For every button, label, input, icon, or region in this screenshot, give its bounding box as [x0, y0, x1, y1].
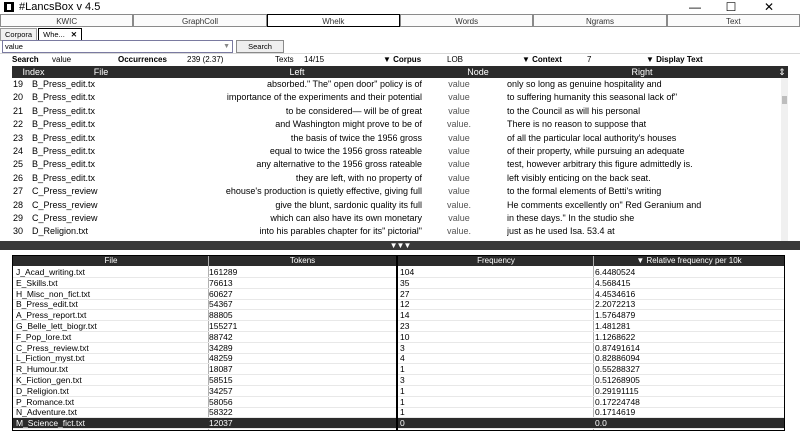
cell-relative-frequency: 1.1268622	[595, 331, 636, 342]
search-input-value: value	[5, 42, 23, 51]
row-file: B_Press_edit.tx	[32, 159, 96, 170]
cell-tokens: 48259	[209, 353, 233, 364]
concordance-row[interactable]	[12, 133, 788, 144]
cell-file: M_Science_fict.txt	[16, 418, 85, 429]
row-node: value	[448, 159, 470, 170]
row-index: 28	[13, 199, 24, 210]
row-index: 25	[13, 159, 24, 170]
table-row[interactable]	[13, 418, 396, 429]
table-row[interactable]	[13, 332, 396, 343]
row-file: B_Press_edit.tx	[32, 172, 96, 183]
info-bar	[0, 55, 800, 65]
row-node: value.	[446, 199, 472, 210]
cell-tokens: 161289	[209, 267, 238, 277]
table-row[interactable]	[398, 289, 784, 300]
tool-tabs	[0, 14, 800, 28]
scroll-thumb[interactable]	[782, 96, 787, 104]
col-index[interactable]: Index	[22, 67, 45, 77]
tab-graphcoll[interactable]: GraphColl	[133, 14, 266, 27]
occurrences-value: 239 (2.37)	[187, 55, 224, 64]
title-bar	[0, 0, 800, 14]
row-right-context: test, however arbitrary this figure admittedly is.	[507, 159, 693, 170]
concordance-row[interactable]	[12, 146, 788, 157]
row-left-context: give the blunt, sardonic quality its full	[275, 199, 422, 210]
context-dropdown[interactable]: ▼ Context	[522, 55, 562, 64]
table-scrollbar[interactable]	[786, 255, 796, 429]
row-right-context: to suffering humanity this seasonal lack of"	[507, 92, 678, 103]
cell-relative-frequency: 0.0	[595, 418, 607, 429]
concordance-table	[12, 66, 788, 241]
table-row[interactable]	[398, 321, 784, 332]
cell-frequency: 12	[400, 299, 410, 310]
row-left-context: equal to twice the 1956 gross rateable	[269, 146, 422, 156]
search-input[interactable]	[2, 40, 233, 53]
cell-file: J_Acad_writing.txt	[16, 267, 85, 277]
maximize-button[interactable]: ☐	[725, 0, 737, 14]
row-node: value	[448, 79, 470, 89]
table-row[interactable]	[398, 407, 784, 418]
cell-frequency: 27	[400, 288, 410, 299]
row-file: B_Press_edit.tx	[32, 119, 96, 130]
row-node: value	[448, 146, 470, 156]
cell-frequency: 1	[400, 396, 405, 407]
row-file: B_Press_edit.tx	[32, 92, 96, 103]
tab-whelk-result-label: Whe...	[43, 30, 65, 39]
row-file: C_Press_review	[32, 186, 98, 197]
table-row[interactable]	[13, 353, 396, 364]
row-index: 22	[13, 119, 24, 130]
row-right-context: to the formal elements of Betti's writing	[507, 186, 662, 197]
row-node: value	[448, 213, 470, 223]
row-right-context: He comments excellently on" Red Geranium and	[507, 199, 702, 210]
cell-tokens: 58322	[209, 407, 233, 418]
corpus-dropdown[interactable]: ▼ Corpus	[383, 55, 422, 64]
context-value: 7	[587, 55, 592, 64]
cell-relative-frequency: 0.55288327	[595, 364, 640, 375]
col-frequency[interactable]: Frequency	[477, 256, 515, 265]
chevron-down-icon[interactable]: ▼	[223, 43, 230, 50]
cell-file: E_Skills.txt	[16, 277, 58, 288]
row-file: D_Religion.txt	[32, 226, 89, 237]
cell-relative-frequency: 0.87491614	[595, 342, 640, 353]
cell-file: A_Press_report.txt	[16, 310, 87, 321]
table-row[interactable]	[398, 299, 784, 310]
cell-frequency: 14	[400, 310, 410, 321]
cell-relative-frequency: 1.481281	[595, 321, 631, 331]
table-row[interactable]	[13, 407, 396, 418]
cell-relative-frequency: 0.1714619	[595, 407, 636, 418]
table-row[interactable]	[13, 278, 396, 289]
occurrences-label: Occurrences	[118, 55, 167, 64]
row-file: B_Press_edit.tx	[32, 146, 96, 156]
tab-whelk[interactable]: Whelk	[267, 14, 400, 27]
cell-tokens: 18087	[209, 364, 233, 375]
search-button[interactable]: Search	[236, 40, 284, 53]
concordance-row[interactable]	[12, 106, 788, 117]
cell-tokens: 34289	[209, 342, 233, 353]
row-node: value	[448, 92, 470, 103]
table-row[interactable]	[398, 343, 784, 354]
row-left-context: into his parables chapter for its" pictorial"	[259, 226, 422, 237]
cell-tokens: 58515	[209, 375, 233, 385]
row-left-context: they are left, with no property of	[295, 172, 422, 183]
cell-frequency: 1	[400, 407, 405, 418]
row-file: B_Press_edit.tx	[32, 132, 96, 143]
row-node: value	[448, 172, 470, 183]
frequency-header	[398, 256, 784, 266]
table-row[interactable]	[13, 386, 396, 397]
row-left-context: any alternative to the 1956 gross rateable	[256, 159, 422, 170]
vertical-scrollbar[interactable]	[781, 78, 788, 241]
cell-frequency: 35	[400, 277, 410, 288]
minimize-button[interactable]: —	[689, 0, 701, 14]
row-left-context: the basis of twice the 1956 gross	[290, 132, 422, 143]
row-right-context: left visibly enticing on the back seat.	[507, 172, 651, 183]
close-tab-icon[interactable]: ✕	[70, 30, 78, 39]
cell-file: L_Fiction_myst.txt	[16, 353, 85, 364]
cell-frequency: 1	[400, 364, 405, 375]
col-left[interactable]: Left	[289, 67, 305, 77]
cell-file: G_Belle_lett_biogr.txt	[16, 321, 97, 331]
cell-file: D_Religion.txt	[16, 385, 69, 396]
row-left-context: to be considered— will be of great	[285, 105, 422, 116]
tab-words[interactable]: Words	[400, 14, 533, 27]
corpus-label: Corpus	[393, 55, 422, 64]
row-index: 29	[13, 213, 24, 223]
row-right-context: There is no reason to suppose that	[507, 119, 647, 130]
search-value: value	[52, 55, 72, 64]
table-row[interactable]	[398, 364, 784, 375]
col-relative-frequency[interactable]: ▼ Relative frequency per 10k	[636, 256, 742, 265]
cell-tokens: 60627	[209, 288, 233, 299]
cell-file: H_Misc_non_fict.txt	[16, 288, 91, 299]
row-node: value.	[446, 119, 472, 130]
row-index: 27	[13, 186, 24, 197]
table-row[interactable]	[398, 386, 784, 397]
cell-tokens: 34257	[209, 385, 233, 396]
concordance-row[interactable]	[12, 200, 788, 211]
file-tokens-header	[13, 256, 396, 266]
table-row[interactable]	[398, 310, 784, 321]
row-left-context: and Washington might prove to be of	[275, 119, 422, 130]
table-row[interactable]	[13, 310, 396, 321]
concordance-header	[12, 66, 788, 78]
concordance-row[interactable]	[12, 92, 788, 103]
cell-file: P_Romance.txt	[16, 396, 75, 407]
cell-relative-frequency: 1.5764879	[595, 310, 636, 321]
panel-splitter[interactable]: ▼▼▼	[0, 241, 800, 250]
context-label: Context	[532, 55, 562, 64]
row-index: 21	[13, 105, 24, 116]
texts-label: Texts	[275, 55, 294, 64]
table-row[interactable]	[13, 289, 396, 300]
row-right-context: of their property, while pursuing an adequate	[507, 146, 685, 156]
row-left-context: importance of the experiments and their potential	[226, 92, 422, 103]
row-index: 24	[13, 146, 24, 156]
row-index: 26	[13, 172, 24, 183]
col-tokens[interactable]: Tokens	[289, 256, 316, 265]
cell-frequency: 4	[400, 353, 405, 364]
cell-relative-frequency: 2.2072213	[595, 299, 636, 310]
concordance-row[interactable]	[12, 159, 788, 170]
table-row[interactable]	[13, 267, 396, 278]
resize-icon[interactable]: ⇕	[778, 67, 786, 77]
table-row[interactable]	[398, 267, 784, 278]
cell-file: F_Pop_lore.txt	[16, 331, 72, 342]
texts-value: 14/15	[304, 55, 325, 64]
file-tokens-table	[12, 255, 397, 431]
table-row[interactable]	[398, 418, 784, 429]
row-right-context: to the Council as will his personal	[507, 105, 641, 116]
row-file: B_Press_edit.tx	[32, 105, 96, 116]
table-row[interactable]	[13, 375, 396, 386]
row-node: value	[448, 186, 470, 197]
tab-text[interactable]: Text	[667, 14, 800, 27]
cell-frequency: 104	[400, 267, 415, 277]
cell-file: K_Fiction_gen.txt	[16, 375, 82, 385]
concordance-row[interactable]	[12, 119, 788, 130]
row-file: C_Press_review	[32, 199, 98, 210]
row-right-context: of all the particular local authority's houses	[507, 132, 677, 143]
table-row[interactable]	[398, 332, 784, 343]
table-row[interactable]	[398, 278, 784, 289]
cell-frequency: 3	[400, 375, 405, 385]
cell-frequency: 23	[400, 321, 410, 331]
display-text-label: Display Text	[656, 55, 703, 64]
tab-corpora[interactable]: Corpora	[0, 28, 37, 41]
concordance-row[interactable]	[12, 213, 788, 224]
row-right-context: just as he used Isa. 53.4 at	[507, 226, 615, 237]
search-bar	[0, 40, 800, 53]
table-row[interactable]	[13, 321, 396, 332]
app-icon	[4, 2, 14, 12]
cell-relative-frequency: 4.568415	[595, 277, 631, 288]
cell-relative-frequency: 6.4480524	[595, 267, 636, 277]
col-node[interactable]: Node	[467, 67, 489, 77]
close-button[interactable]: ✕	[763, 0, 775, 14]
cell-tokens: 88805	[209, 310, 233, 321]
concordance-row[interactable]	[12, 226, 788, 237]
cell-frequency: 10	[400, 331, 410, 342]
search-label: Search	[12, 55, 39, 64]
row-node: value.	[446, 226, 472, 237]
cell-tokens: 12037	[209, 418, 233, 429]
table-row[interactable]	[13, 299, 396, 310]
window-title: #LancsBox v 4.5	[19, 1, 101, 13]
concordance-row[interactable]	[12, 186, 788, 197]
concordance-row[interactable]	[12, 79, 788, 90]
cell-frequency: 0	[400, 418, 405, 429]
table-row[interactable]	[398, 375, 784, 386]
cell-tokens: 58056	[209, 396, 233, 407]
display-text-dropdown[interactable]: ▼ Display Text	[646, 55, 703, 64]
col-relative-frequency-label: Relative frequency per 10k	[646, 256, 742, 265]
col-right[interactable]: Right	[631, 67, 653, 77]
cell-frequency: 1	[400, 385, 405, 396]
cell-file: B_Press_edit.txt	[16, 299, 78, 310]
cell-relative-frequency: 0.17224748	[595, 396, 640, 407]
row-node: value	[448, 105, 470, 116]
cell-relative-frequency: 4.4534616	[595, 288, 636, 299]
table-row[interactable]	[398, 353, 784, 364]
row-index: 20	[13, 92, 24, 103]
cell-frequency: 3	[400, 342, 405, 353]
corpus-value: LOB	[447, 55, 464, 64]
cell-tokens: 155271	[209, 321, 238, 331]
row-file: B_Press_edit.tx	[32, 79, 96, 89]
cell-relative-frequency: 0.29191115	[595, 385, 639, 396]
cell-file: C_Press_review.txt	[16, 342, 89, 353]
row-index: 19	[13, 79, 24, 89]
row-file: C_Press_review	[32, 213, 98, 223]
cell-relative-frequency: 0.51268905	[595, 375, 640, 385]
tab-kwic[interactable]: KWIC	[0, 14, 133, 27]
row-left-context: ehouse's production is quietly effective, giving full	[225, 186, 422, 197]
row-index: 30	[13, 226, 24, 237]
cell-tokens: 76613	[209, 277, 233, 288]
cell-tokens: 88742	[209, 331, 233, 342]
cell-file: N_Adventure.txt	[16, 407, 77, 418]
table-row[interactable]	[13, 364, 396, 375]
table-row[interactable]	[13, 397, 396, 408]
row-left-context: which can also have its own monetary	[270, 213, 422, 223]
tab-ngrams[interactable]: Ngrams	[533, 14, 666, 27]
cell-tokens: 54367	[209, 299, 233, 310]
row-right-context: only so long as genuine hospitality and	[507, 79, 662, 89]
table-row[interactable]	[13, 343, 396, 354]
cell-file: R_Humour.txt	[16, 364, 68, 375]
row-right-context: in these days." In the studio she	[507, 213, 635, 223]
concordance-row[interactable]	[12, 173, 788, 184]
row-node: value	[448, 132, 470, 143]
row-left-context: absorbed." The" open door" policy is of	[266, 79, 422, 89]
sub-tabs	[0, 28, 83, 40]
col-file[interactable]: File	[93, 67, 109, 77]
frequency-table	[397, 255, 785, 431]
cell-relative-frequency: 0.82886094	[595, 353, 640, 364]
table-row[interactable]	[398, 397, 784, 408]
row-index: 23	[13, 132, 24, 143]
col-dist-file[interactable]: File	[104, 256, 118, 265]
